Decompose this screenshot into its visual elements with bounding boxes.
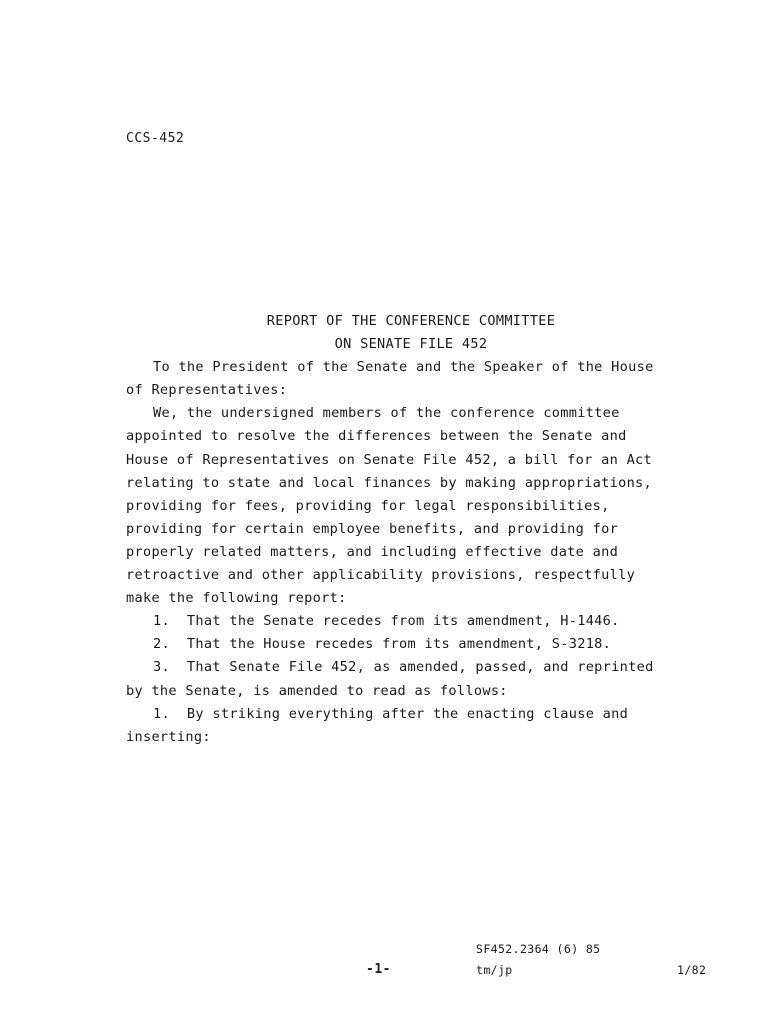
numbered-item-line: inserting:	[126, 728, 211, 745]
numbered-item-line: 3. That Senate File 452, as amended, passed, and reprinted	[153, 659, 654, 676]
paragraph-line: appointed to resolve the differences between the Senate and	[126, 428, 627, 445]
report-title-line-1: REPORT OF THE CONFERENCE COMMITTEE	[266, 313, 556, 329]
report-body	[126, 310, 696, 749]
footer-bill-code: SF452.2364 (6) 85	[476, 942, 601, 956]
paragraph-line: properly related matters, and including effective date and	[126, 543, 619, 560]
paragraph-line: providing for fees, providing for legal responsibilities,	[126, 497, 610, 514]
report-title-line-2: ON SENATE FILE 452	[334, 336, 488, 353]
document-id: CCS-452	[126, 131, 185, 146]
numbered-item-line: 1. By striking everything after the enacting clause and	[153, 705, 629, 722]
paragraph-line: relating to state and local finances by making appropriations,	[126, 474, 653, 491]
paragraph-line: providing for certain employee benefits, and providing for	[126, 520, 619, 537]
numbered-item-line: 1. That the Senate recedes from its amendment, H-1446.	[153, 613, 620, 630]
paragraph-line: make the following report:	[126, 590, 347, 607]
salutation-line: of Representatives:	[126, 382, 288, 399]
paragraph-line: House of Representatives on Senate File 452, a bill for an Act	[126, 451, 653, 468]
paragraph-line: We, the undersigned members of the conference committee	[153, 405, 620, 422]
footer-initials: tm/jp	[476, 963, 513, 977]
paragraph-line: retroactive and other applicability provisions, respectfully	[126, 567, 636, 584]
numbered-item-line: by the Senate, is amended to read as follows:	[126, 682, 508, 699]
footer-page-number: -1-	[366, 962, 391, 977]
numbered-item-line: 2. That the House recedes from its amendment, S-3218.	[153, 636, 612, 653]
footer-page-count: 1/82	[677, 963, 707, 977]
salutation-line: To the President of the Senate and the Speaker of the House	[153, 359, 654, 376]
